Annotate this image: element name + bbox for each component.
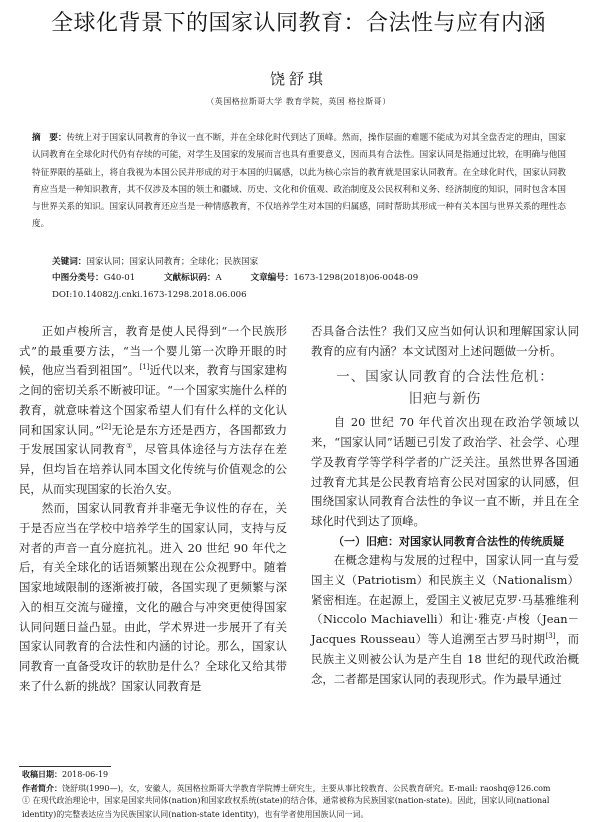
citation: [3] xyxy=(545,632,556,641)
received-date-line xyxy=(22,768,574,782)
paper-title: 全球化背景下的国家认同教育：合法性与应有内涵 xyxy=(50,11,546,36)
section-heading xyxy=(311,367,579,409)
keywords-line xyxy=(52,254,572,270)
text: 正如卢梭所言，教育是使人民得到“一个民族形式”的最重要方法，“当一个婴儿第一次睁开眼的时候，他应当看到祖国”。 xyxy=(19,324,287,378)
text: ，而民族主义则被公认为是产生自 18 世纪的现代政治概念，二者都是国家认同的表现形式。作为最早通过 xyxy=(311,632,579,686)
footnote-text: 在现代政治理论中，国家是国家共同体(nation)和国家政权系统(state)的结合体，通常被称为民族国家(nation-state)。因此，国家认同(national identity)的完整表达应当为民族国家认同(nation-state identity)，也有学者使用国族认同一词。 xyxy=(22,796,550,819)
footnote-ref: ① xyxy=(126,442,133,451)
author-bio-label: 作者简介： xyxy=(22,784,62,793)
author-name: 饶舒琪 xyxy=(269,70,327,88)
clc-label: 中图分类号： xyxy=(52,273,104,284)
footer-divider xyxy=(19,766,111,767)
left-column xyxy=(19,322,287,696)
doc-code: A xyxy=(215,273,222,284)
paragraph xyxy=(311,551,579,689)
section-subtitle: 旧疤与新伤 xyxy=(408,391,482,408)
subsection-heading: （一）旧疤：对国家认同教育合法性的传统质疑 xyxy=(333,534,564,548)
article-number-label: 文章编号： xyxy=(250,273,294,284)
footnote-mark: ① xyxy=(22,796,30,805)
classification-line xyxy=(52,270,572,286)
keywords: 国家认同；国家认同教育；全球化；民族国家 xyxy=(86,257,259,267)
abstract-text: 传统上对于国家认同教育的争议一直不断，并在全球化时代到达了顶峰。然而，操作层面的难题不能成为对其全盘否定的理由，国家认同教育在全球化时代仍有存续的可能，对学生及国家的发展而言也具有重要意义，因而具有合法性。国家认同是指通过比较，在明确与他国特征界限的基础上，将自我视为本国公民并形成的对于本国的归属感，以此为核心宗旨的教育就是国家认同教育。在全球化时代，国家认同教育应当是一种知识教育，其不仅涉及本国的领土和疆域、历史、文化和价值观、政治制度及公民权利和义务、经济制度的知识，同时包含本国与世界关系的知识。国家认同教育还应当是一种情感教育，不仅培养学生对本国的归属感，同时帮助其形成一种有关本国与世界关系的理性态度。 xyxy=(32,133,566,230)
doc-code-label: 文献标识码： xyxy=(163,273,216,284)
text: 在概念建构与发展的过程中，国家认同一直与爱国主义（Patriotism）和民族主义（Nationalism）紧密相连。在起源上，爱国主义被尼克罗·马基雅维利（Niccolo Machiavelli）和让·雅克·卢梭（Jean－Jacques Rousseau）等人追溯至古罗马时期 xyxy=(311,553,579,647)
doi-line xyxy=(52,287,572,303)
paragraph: 自 20 世纪 70 年代首次出现在政治学领域以来，“国家认同”话题已引发了政治学、社会学、心理学及教育学等学科学者的广泛关注。虽然世界各国通过教育尤其是公民教育培育公民对国家的认同感，但围绕国家认同教育合法性的争议一直不断，并且在全球化时代到达了顶峰。 xyxy=(311,415,579,528)
author-affiliation: （英国格拉斯哥大学 教育学院，英国 格拉斯哥） xyxy=(206,97,391,106)
doi: 10.14082/j.cnki.1673-1298.2018.06.006 xyxy=(72,289,247,300)
citation: [2] xyxy=(101,422,112,431)
clc-number: G40-01 xyxy=(103,273,136,284)
text: ，尽管具体途径与方法存在差异，但均旨在培养认同本国文化传统与价值观念的公民，从而实现国家的长治久安。 xyxy=(19,442,287,496)
text: 近代以来，教育与国家建构之间的密切关系不断被印证。“一个国家实施什么样的教育，就意味着这个国家希望人们有什么样的文化认同和国家认同。” xyxy=(19,363,287,437)
footnote xyxy=(22,794,574,822)
section-title: 一、国家认同教育的合法性危机： xyxy=(336,369,554,386)
paragraph: 然而，国家认同教育并非毫无争议性的存在，关于是否应当在学校中培养学生的国家认同，支持与反对者的声音一直分庭抗礼。进入 20 世纪 90 年代之后，有关全球化的话语频繁出现在公众视野中。随着国家地域限制的逐渐被打破，各国实现了更频繁与深入的相互交流与碰撞，文化的融合与冲突更使得国家认同问题日益凸显。由此，学术界进一步展开了有关国家认同教育的合法性和内涵的讨论。那么，国家认同教育一直备受攻讦的软肋是什么？全球化又给其带来了什么新的挑战？国家认同教育是 xyxy=(19,501,287,693)
author-bio: 饶舒琪(1990—)，女，安徽人，英国格拉斯哥大学教育学院博士研究生，主要从事比较教育、公民教育研究。E-mail: raoshq@126.com xyxy=(62,784,551,793)
received-label: 收稿日期： xyxy=(22,770,62,779)
footer-info xyxy=(22,768,574,796)
article-number: 1673-1298(2018)06-0048-09 xyxy=(293,273,419,284)
abstract xyxy=(32,130,566,234)
citation: [1] xyxy=(139,363,150,372)
right-column xyxy=(311,322,579,689)
paragraph: 否具备合法性？我们又应当如何认识和理解国家认同教育的应有内涵？本文试图对上述问题做一分析。 xyxy=(311,324,579,358)
received-date: 2018-06-19 xyxy=(62,770,109,779)
doi-label: DOI: xyxy=(52,289,73,300)
article-meta xyxy=(52,254,572,303)
text: 无论是东方还是西方，各国都致力于发展国家认同教育 xyxy=(19,422,287,457)
paragraph xyxy=(19,322,287,499)
abstract-label: 摘 要： xyxy=(32,133,67,143)
keywords-label: 关键词： xyxy=(52,257,87,267)
